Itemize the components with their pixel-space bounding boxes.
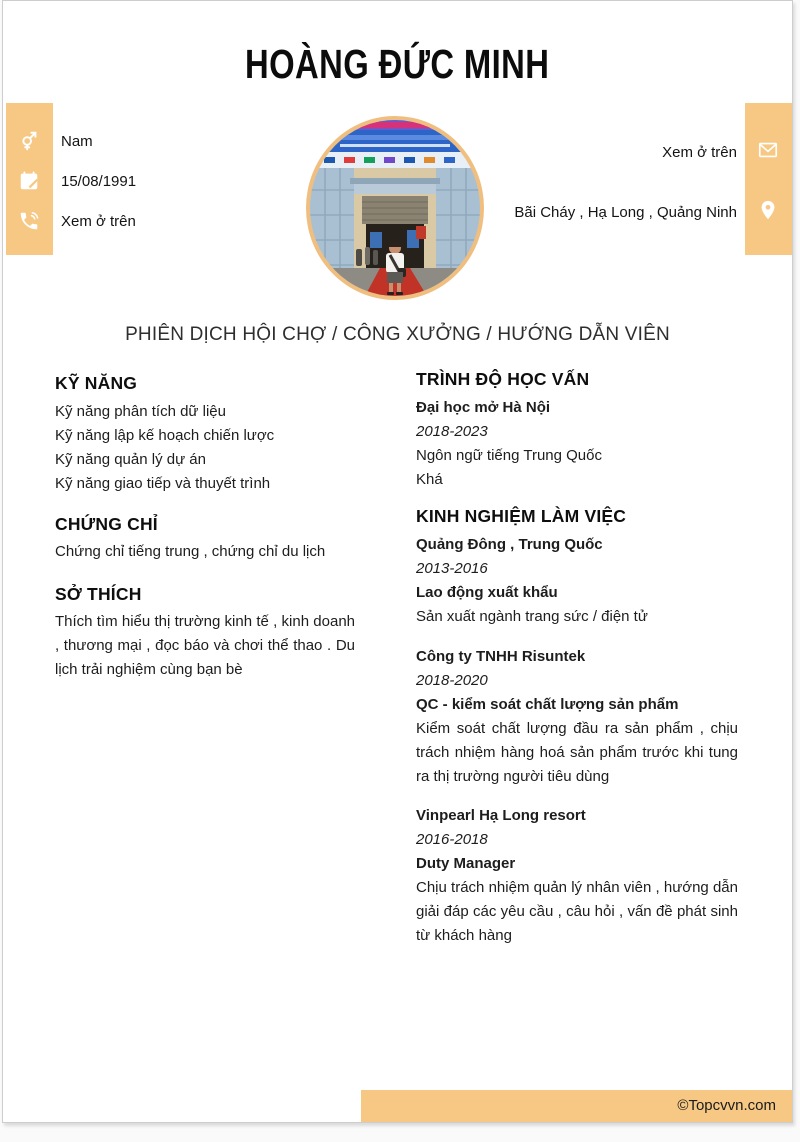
contact-gender: Nam bbox=[61, 133, 93, 150]
footer-branding-bar bbox=[361, 1090, 792, 1122]
experience-description: Chịu trách nhiệm quản lý nhân viên , hướng dẫn giải đáp các yêu cầu , câu hỏi , vấn đề phát sinh từ khách hàng bbox=[416, 879, 738, 944]
skill-item: Kỹ năng lập kế hoạch chiến lược bbox=[55, 427, 275, 444]
phone-icon bbox=[18, 210, 40, 232]
section-heading-education: TRÌNH ĐỘ HỌC VẤN bbox=[416, 369, 590, 389]
contact-icon-panel-left bbox=[6, 103, 53, 255]
section-heading-hobbies: SỞ THÍCH bbox=[55, 584, 142, 604]
experience-description: Kiểm soát chất lượng đầu ra sản phẩm , chịu trách nhiệm hàng hoá sản phẩm trước khi tung ra thị trường người tiêu dùng bbox=[416, 720, 738, 785]
footer-brand-text: ©Topcvvn.com bbox=[677, 1097, 776, 1114]
experience-role: Lao động xuất khẩu bbox=[416, 584, 558, 601]
contact-phone: Xem ở trên bbox=[61, 213, 136, 230]
experience-entry bbox=[416, 645, 738, 789]
education-school: Đại học mở Hà Nội bbox=[416, 399, 551, 416]
certificates-text: Chứng chỉ tiếng trung , chứng chỉ du lịch bbox=[55, 543, 326, 560]
experience-entry bbox=[416, 533, 738, 629]
skill-item: Kỹ năng quản lý dự án bbox=[55, 451, 206, 468]
calendar-icon bbox=[18, 170, 40, 192]
candidate-name: HOÀNG ĐỨC MINH bbox=[245, 41, 550, 87]
left-column bbox=[55, 372, 355, 682]
experience-period: 2013-2016 bbox=[416, 560, 488, 577]
contact-birthdate: 15/08/1991 bbox=[61, 173, 137, 190]
contact-email: Xem ở trên bbox=[662, 144, 737, 161]
avatar-illustration bbox=[310, 120, 480, 296]
experience-period: 2018-2020 bbox=[416, 672, 488, 689]
job-title-subtitle: PHIÊN DỊCH HỘI CHỢ / CÔNG XƯỞNG / HƯỚNG DẪN VIÊN bbox=[125, 324, 670, 345]
right-column bbox=[416, 368, 738, 948]
experience-entry bbox=[416, 804, 738, 948]
experience-company: Công ty TNHH Risuntek bbox=[416, 648, 586, 665]
education-major: Ngôn ngữ tiếng Trung Quốc bbox=[416, 447, 602, 464]
experience-role: Duty Manager bbox=[416, 855, 516, 872]
email-icon bbox=[757, 139, 779, 161]
experience-company: Quảng Đông , Trung Quốc bbox=[416, 536, 603, 553]
skill-item: Kỹ năng giao tiếp và thuyết trình bbox=[55, 475, 271, 492]
section-heading-certificates: CHỨNG CHỈ bbox=[55, 514, 158, 534]
cv-page bbox=[2, 0, 793, 1123]
contact-icon-panel-right bbox=[745, 103, 792, 255]
location-icon bbox=[757, 199, 779, 221]
experience-period: 2016-2018 bbox=[416, 831, 488, 848]
section-heading-skills: KỸ NĂNG bbox=[55, 373, 138, 393]
gender-icon bbox=[18, 130, 40, 152]
page-title-wrap bbox=[3, 41, 792, 88]
skill-item: Kỹ năng phân tích dữ liệu bbox=[55, 403, 226, 420]
avatar bbox=[306, 116, 484, 300]
education-period: 2018-2023 bbox=[416, 423, 488, 440]
experience-company: Vinpearl Hạ Long resort bbox=[416, 807, 586, 824]
experience-description: Sản xuất ngành trang sức / điện tử bbox=[416, 608, 648, 625]
hobbies-text: Thích tìm hiểu thị trường kinh tế , kinh doanh , thương mại , đọc báo và chơi thể thao . Du lịch trải nghiệm cùng bạn bè bbox=[55, 613, 355, 678]
contact-address: Bãi Cháy , Hạ Long , Quảng Ninh bbox=[514, 204, 737, 221]
experience-role: QC - kiểm soát chất lượng sản phẩm bbox=[416, 696, 679, 713]
section-heading-experience: KINH NGHIỆM LÀM VIỆC bbox=[416, 506, 627, 526]
education-grade: Khá bbox=[416, 471, 443, 488]
education-entry bbox=[416, 396, 738, 492]
